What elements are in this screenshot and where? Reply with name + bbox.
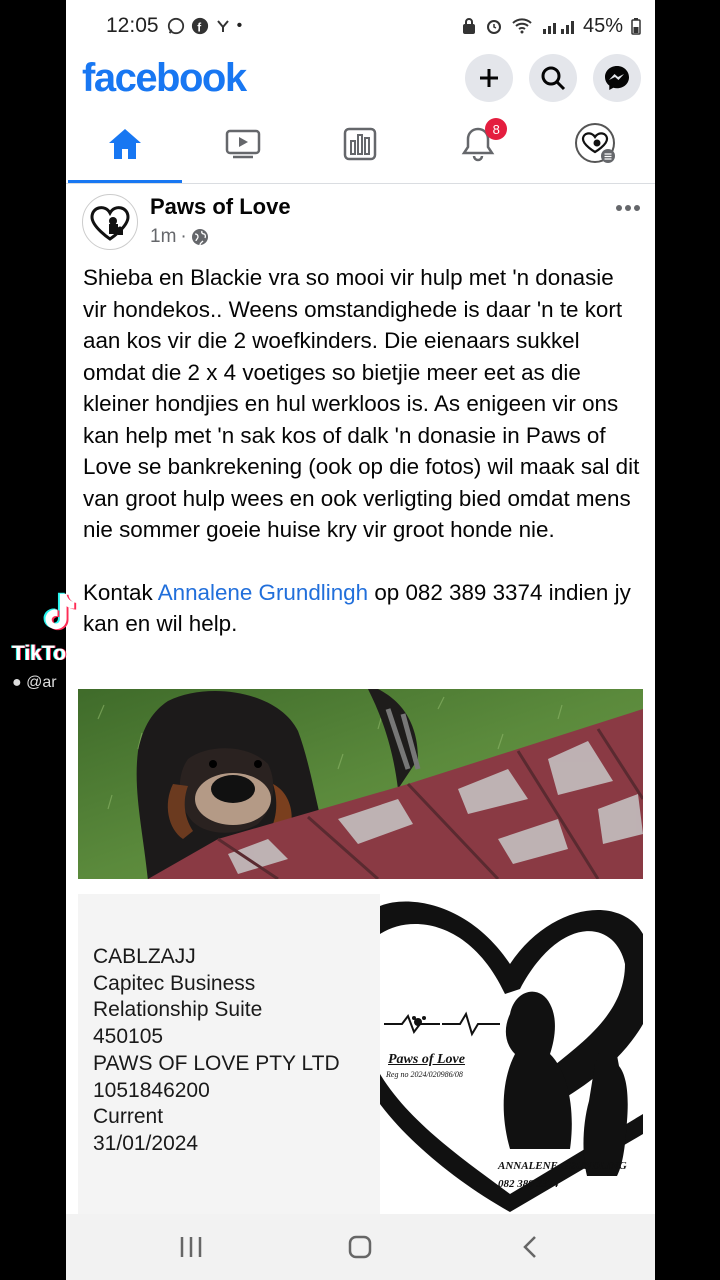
navigation-tabs: [66, 104, 655, 184]
logo-phone-text: 082 389 3374: [498, 1178, 559, 1190]
recents-icon: [178, 1235, 204, 1259]
post-paragraph: Shieba en Blackie vra so mooi vir hulp met 'n donasie vir hondekos.. Weens omstandighede is daar 'n te kort aan kos vir die 2 woefkinders. Die eienaars sukkel omdat die 2 x 4 voetiges so bietjie meer eet as die kleiner hondjies en hul werkloos is. As enigeen vir ons kan help met 'n sak kos of dalk 'n donasie in Paws of Love se bankrekening (ook op die fotos) wil maak sal dit van groot hulp wees en ook verligting bied omdat mens nie sommer goeie huise kry vir groot honde nie.: [83, 265, 640, 542]
notification-badge: 8: [485, 118, 507, 140]
signal-icon: [541, 17, 575, 35]
bank-line: Current: [93, 1105, 164, 1129]
post-text: [66, 262, 655, 640]
back-icon: [520, 1234, 540, 1260]
status-right-icons: [461, 15, 641, 38]
contact-prefix: Kontak: [83, 579, 158, 605]
post-photos[interactable]: [78, 689, 643, 1249]
tab-home[interactable]: [66, 104, 184, 183]
search-button[interactable]: [529, 54, 577, 102]
plus-icon: [477, 66, 501, 90]
wifi-icon: [511, 17, 533, 35]
dog-photo[interactable]: [78, 689, 643, 879]
bank-details-text: [93, 944, 340, 1158]
logo-name-text: Paws of Love: [388, 1052, 465, 1067]
logo-owner-text: ANNALENE GRUNDLING: [498, 1160, 627, 1172]
tab-notifications[interactable]: [419, 104, 537, 183]
paragraph-spacer: [83, 546, 641, 577]
post-header: [66, 184, 655, 262]
alarm-icon: [485, 17, 503, 35]
battery-percent: 45%: [582, 14, 623, 37]
meta-separator: ·: [180, 226, 187, 247]
page-name[interactable]: Paws of Love: [150, 194, 291, 219]
home-icon: [107, 127, 143, 161]
bank-line: 450105: [93, 1025, 164, 1049]
app-header: [66, 52, 655, 104]
create-button[interactable]: [465, 54, 513, 102]
svg-text:f: f: [196, 21, 201, 35]
status-bar: [66, 0, 655, 52]
messenger-icon: [603, 64, 631, 92]
messenger-button[interactable]: [593, 54, 641, 102]
tiktok-watermark: [8, 588, 88, 691]
system-navigation-bar: [66, 1214, 655, 1280]
bank-line: PAWS OF LOVE PTY LTD: [93, 1051, 340, 1075]
recents-button[interactable]: [171, 1227, 211, 1267]
user-icon: ●: [12, 674, 22, 691]
facebook-logo[interactable]: facebook: [82, 55, 246, 100]
status-time: 12:05: [106, 14, 159, 37]
status-left-icons: [167, 17, 243, 35]
tab-video[interactable]: [184, 104, 302, 183]
paws-of-love-logo-icon: [85, 197, 135, 247]
bank-line: CABLZAJJ: [93, 945, 196, 968]
tiktok-logo-icon: [34, 588, 80, 634]
dot-icon: •: [236, 17, 243, 34]
logo-reg-text: Reg no 2024/020986/08: [386, 1070, 463, 1079]
whatsapp-icon: [167, 17, 185, 35]
contact-mention-link[interactable]: Annalene Grundlingh: [157, 579, 369, 605]
bank-line: 31/01/2024: [93, 1131, 199, 1155]
search-icon: [540, 65, 566, 91]
contact-suffix: op 082 389 3374 indien jy kan en wil help.: [83, 579, 631, 636]
phone-screen: [66, 0, 655, 1280]
tiktok-username: [12, 674, 57, 692]
facebook-icon: [191, 17, 209, 35]
post-time-text[interactable]: 1m: [150, 226, 177, 247]
post-meta: [150, 194, 291, 248]
header-actions: [465, 54, 641, 102]
post-timestamp: [150, 226, 291, 248]
home-button[interactable]: [340, 1227, 380, 1267]
video-icon: [225, 128, 261, 160]
bank-line: 1051846200: [93, 1078, 210, 1102]
post-contact-line: [83, 577, 641, 640]
lock-icon: [461, 17, 477, 35]
post-options-button[interactable]: [615, 198, 641, 212]
tiktok-username-text: @ar: [26, 674, 57, 691]
back-button[interactable]: [510, 1227, 550, 1267]
feeds-icon: [343, 127, 377, 161]
home-nav-icon: [347, 1234, 373, 1260]
tab-menu[interactable]: [537, 104, 655, 183]
profile-menu-icon: [574, 122, 618, 166]
paws-of-love-logo: [380, 894, 643, 1216]
battery-icon: [631, 17, 641, 35]
notification-icon: [215, 18, 231, 34]
page-avatar[interactable]: [82, 194, 138, 250]
tab-feeds[interactable]: [302, 104, 420, 183]
bank-line: Relationship Suite: [93, 998, 263, 1022]
tiktok-label: TikTo: [12, 642, 67, 665]
bank-line: Capitec Business: [93, 971, 256, 995]
bank-details-image[interactable]: [78, 894, 643, 1224]
globe-icon: [191, 228, 209, 246]
more-options-icon: [615, 204, 641, 212]
